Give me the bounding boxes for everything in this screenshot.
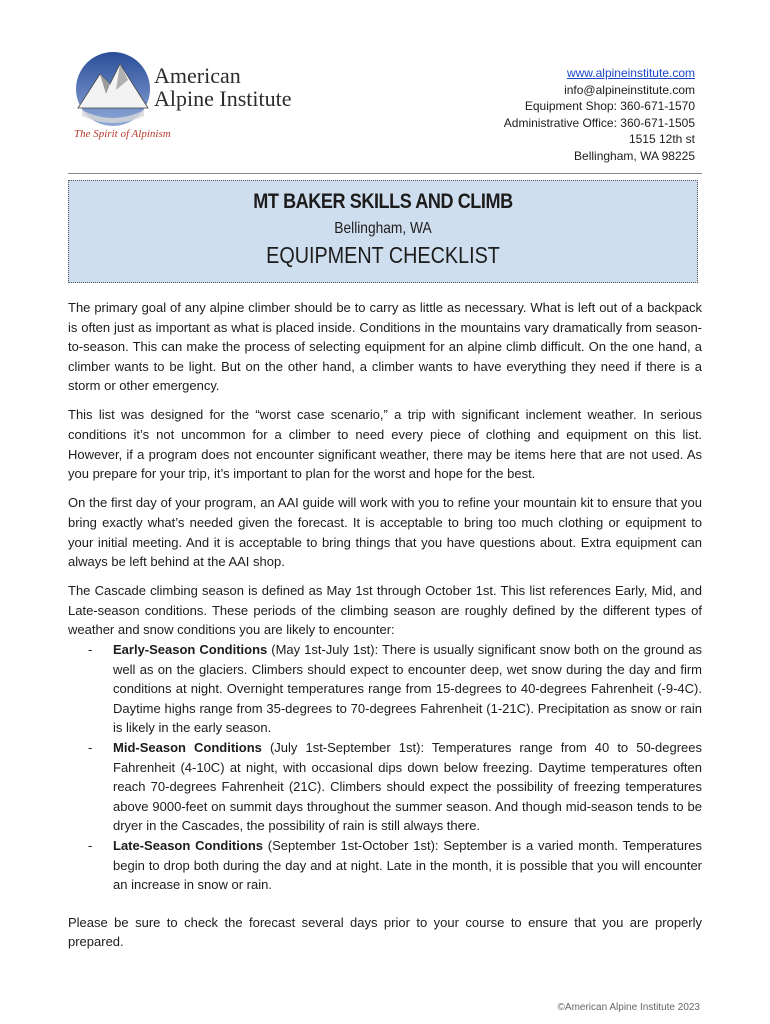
season-conditions-list (68, 640, 702, 895)
tagline: The Spirit of Alpinism (74, 128, 171, 140)
condition-label: Late-Season Conditions (113, 837, 263, 853)
email: info@alpineinstitute.com (564, 82, 695, 97)
street-address: 1515 12th st (628, 132, 695, 147)
checklist-title: EQUIPMENT CHECKLIST (266, 242, 500, 268)
title-banner (68, 180, 698, 283)
org-name-line2: Alpine Institute (154, 86, 292, 111)
condition-label: Mid-Season Conditions (113, 739, 262, 755)
season-paragraph: The Cascade climbing season is defined as May 1st through October 1st. This list references Early, Mid, and Late-season conditions. These periods of the climbing season are roughly defined by the different types of weather and snow conditions you are likely to encounter: (68, 583, 702, 638)
equipment-shop-phone: Equipment Shop: 360-671-1570 (524, 99, 695, 114)
course-title: MT BAKER SKILLS AND CLIMB (253, 190, 513, 213)
document-body (68, 298, 702, 961)
header-divider (68, 173, 702, 174)
org-name-line1: American (154, 63, 241, 88)
city-address: Bellingham, WA 98225 (574, 148, 695, 163)
forecast-paragraph: Please be sure to check the forecast several days prior to your course to ensure that you are properly prepared. (68, 914, 702, 950)
list-item: - Early-Season Conditions (May 1st-July 1st): There is usually significant snow both on the ground as well as on the glaciers. Climbers should expect to encounter deep, wet snow during the day and firm conditions at night. Overnight temperatures range from 15-degrees to 40-degrees Fahrenheit (-9-4C). Daytime highs range from 35-degrees to 70-degrees Fahrenheit (1-21C). Precipitation as snow or rain is likely in the early season. (88, 642, 702, 736)
list-item: - Mid-Season Conditions (July 1st-September 1st): Temperatures range from 40 to 50-degrees Fahrenheit (4-10C) at night, with occasional dips down below freezing. Daytime temperatures often reach 70-degrees Fahrenheit (21C). Climbers should expect the possibility of freezing temperatures above 9000-feet on summit days throughout the summer season. And though mid-season tends to be dryer in the Cascades, the possibility of rain is still always there. (88, 739, 702, 834)
copyright: ©American Alpine Institute 2023 (557, 1002, 700, 1013)
list-item: - Late-Season Conditions (September 1st-October 1st): September is a varied month. Temperatures begin to drop both during the day and at night. Late in the month, it is possible that you will encounter an increase in snow or rain. (88, 837, 702, 893)
first-day-paragraph: On the first day of your program, an AAI guide will work with you to refine your mountain kit to ensure that you bring exactly what’s needed given the forecast. It is acceptable to bring too much clothing or equipment to your initial meeting. And it is acceptable to bring things that you have questions about. Extra equipment can always be left behind at the AAI shop. (68, 495, 702, 570)
intro-paragraph: The primary goal of any alpine climber should be to carry as little as necessary. What is left out of a backpack is often just as important as what is placed inside. Conditions in the mountains vary dramatically from season-to-season. This can make the process of selecting equipment for an alpine climb difficult. On the one hand, a climber wants to be light. But on the other hand, a climber wants to have everything they need if there is a storm or other emergency. (68, 300, 702, 394)
mountain-emblem-icon (74, 50, 152, 128)
condition-label: Early-Season Conditions (113, 642, 268, 657)
website-link[interactable]: www.alpineinstitute.com (566, 66, 695, 80)
worst-case-paragraph: This list was designed for the “worst case scenario,” a trip with significant inclement weather. In serious conditions it’s not uncommon for a climber to need every piece of clothing and equipment on this list. However, if a program does not encounter significant weather, there may be items here that are not used. As you prepare for your trip, it’s important to plan for the worst and hope for the best. (68, 407, 702, 482)
contact-block (504, 65, 695, 165)
course-location: Bellingham, WA (334, 220, 432, 237)
admin-office-phone: Administrative Office: 360-671-1505 (503, 115, 695, 130)
